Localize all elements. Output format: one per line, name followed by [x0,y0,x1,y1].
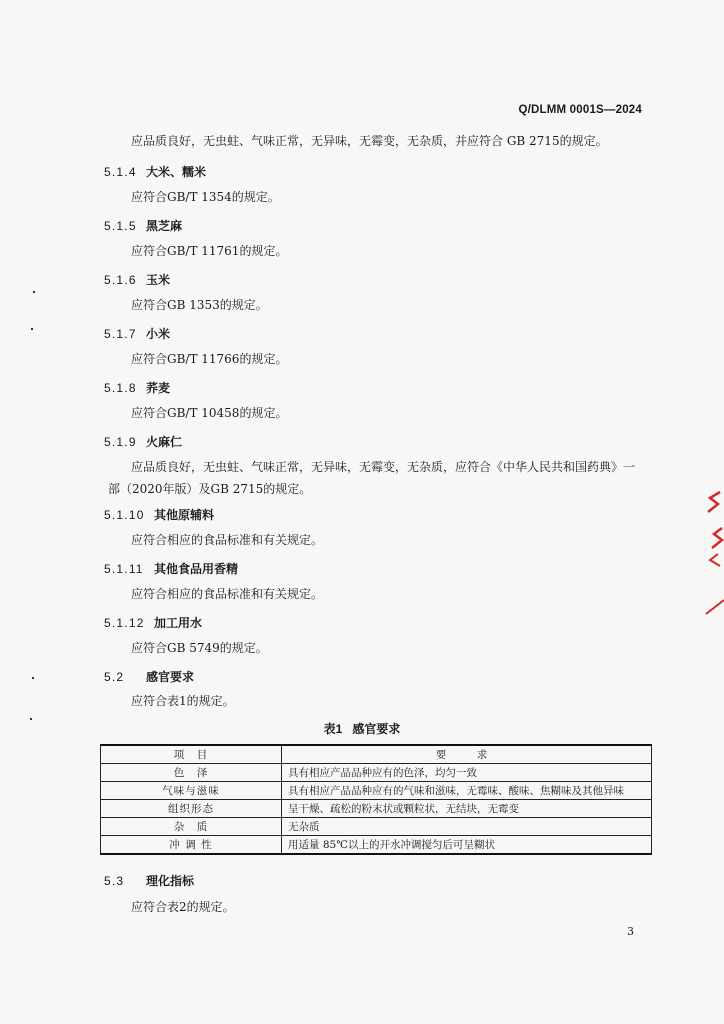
table-header-row [101,745,652,764]
document-id: Q/DLMM 0001S—2024 [518,104,642,116]
scan-speck [31,328,33,330]
section-title: 其他食品用香精 [154,562,239,576]
page-number: 3 [627,925,634,938]
section-text: 应品质良好，无虫蛀、气味正常，无异味，无霉变，无杂质，应符合《中华人民共和国药典》一部（2020年版）及GB 2715的规定。 [108,460,636,496]
section-title: 小米 [146,327,171,341]
scan-speck [33,291,35,293]
section-text: 应符合表2的规定。 [131,900,235,914]
table-cell: 冲 调 性 [101,836,282,855]
red-seal-fragment [698,488,724,618]
section-text: 应符合GB 5749的规定。 [131,641,268,655]
table-caption-title: 感官要求 [352,722,401,736]
column-header: 要 求 [282,745,652,764]
section-heading [104,668,194,685]
table-cell: 用适量 85℃以上的开水冲调搅匀后可呈糊状 [282,836,652,855]
section-title: 火麻仁 [146,435,183,449]
section-heading [104,217,182,234]
table-caption [0,720,724,737]
table-cell: 色 泽 [101,764,282,782]
section-text: 应符合GB/T 10458的规定。 [131,406,288,420]
section-title: 加工用水 [154,616,203,630]
section-heading [104,271,170,288]
section-text: 应符合GB/T 11766的规定。 [131,352,288,366]
table-cell: 气味与滋味 [101,782,282,800]
section-number: 5.1.11 [104,562,144,576]
table-caption-number: 表1 [323,722,343,736]
table-cell: 呈干燥、疏松的粉末状或颗粒状，无结块，无霉变 [282,800,652,818]
table-row [101,818,652,836]
section-title: 理化指标 [146,874,195,888]
scan-speck [32,677,34,679]
section-heading [104,614,202,631]
table-cell: 无杂质 [282,818,652,836]
section-title: 荞麦 [146,381,171,395]
section-heading [104,163,206,180]
section-number: 5.1.8 [104,381,137,395]
table-cell: 组织形态 [101,800,282,818]
section-number: 5.1.4 [104,165,137,179]
section-number: 5.3 [104,874,125,888]
section-heading [104,506,214,523]
section-number: 5.1.9 [104,435,137,449]
intro-paragraph: 应品质良好，无虫蛀、气味正常，无异味，无霉变，无杂质，并应符合 GB 2715的规定。 [131,134,608,148]
section-text: 应符合相应的食品标准和有关规定。 [131,533,324,547]
table-cell: 杂 质 [101,818,282,836]
section-heading [104,560,238,577]
table-row [101,800,652,818]
column-header: 项 目 [101,745,282,764]
section-title: 黑芝麻 [146,219,183,233]
section-title: 其他原辅料 [154,508,215,522]
section-text: 应符合GB/T 1354的规定。 [131,190,280,204]
section-number: 5.1.12 [104,616,145,630]
section-number: 5.2 [104,670,125,684]
section-text: 应符合GB/T 11761的规定。 [131,244,288,258]
table-row [101,782,652,800]
section-text: 应符合相应的食品标准和有关规定。 [131,587,324,601]
section-heading [104,325,170,342]
section-title: 大米、糯米 [146,165,207,179]
table-cell: 具有相应产品品种应有的色泽，均匀一致 [282,764,652,782]
table-row [101,836,652,855]
section-number: 5.1.10 [104,508,145,522]
sensory-requirements-table [100,744,652,855]
scan-speck [30,718,32,720]
section-number: 5.1.5 [104,219,137,233]
section-number: 5.1.7 [104,327,137,341]
table-row [101,764,652,782]
table-cell: 具有相应产品品种应有的气味和滋味，无霉味、酸味、焦糊味及其他异味 [282,782,652,800]
section-title: 玉米 [146,273,171,287]
section-title: 感官要求 [146,670,195,684]
section-text: 应符合GB 1353的规定。 [131,298,268,312]
section-heading [104,433,182,450]
section-text: 应符合表1的规定。 [131,694,235,708]
section-heading [104,872,194,889]
section-heading [104,379,170,396]
section-number: 5.1.6 [104,273,137,287]
